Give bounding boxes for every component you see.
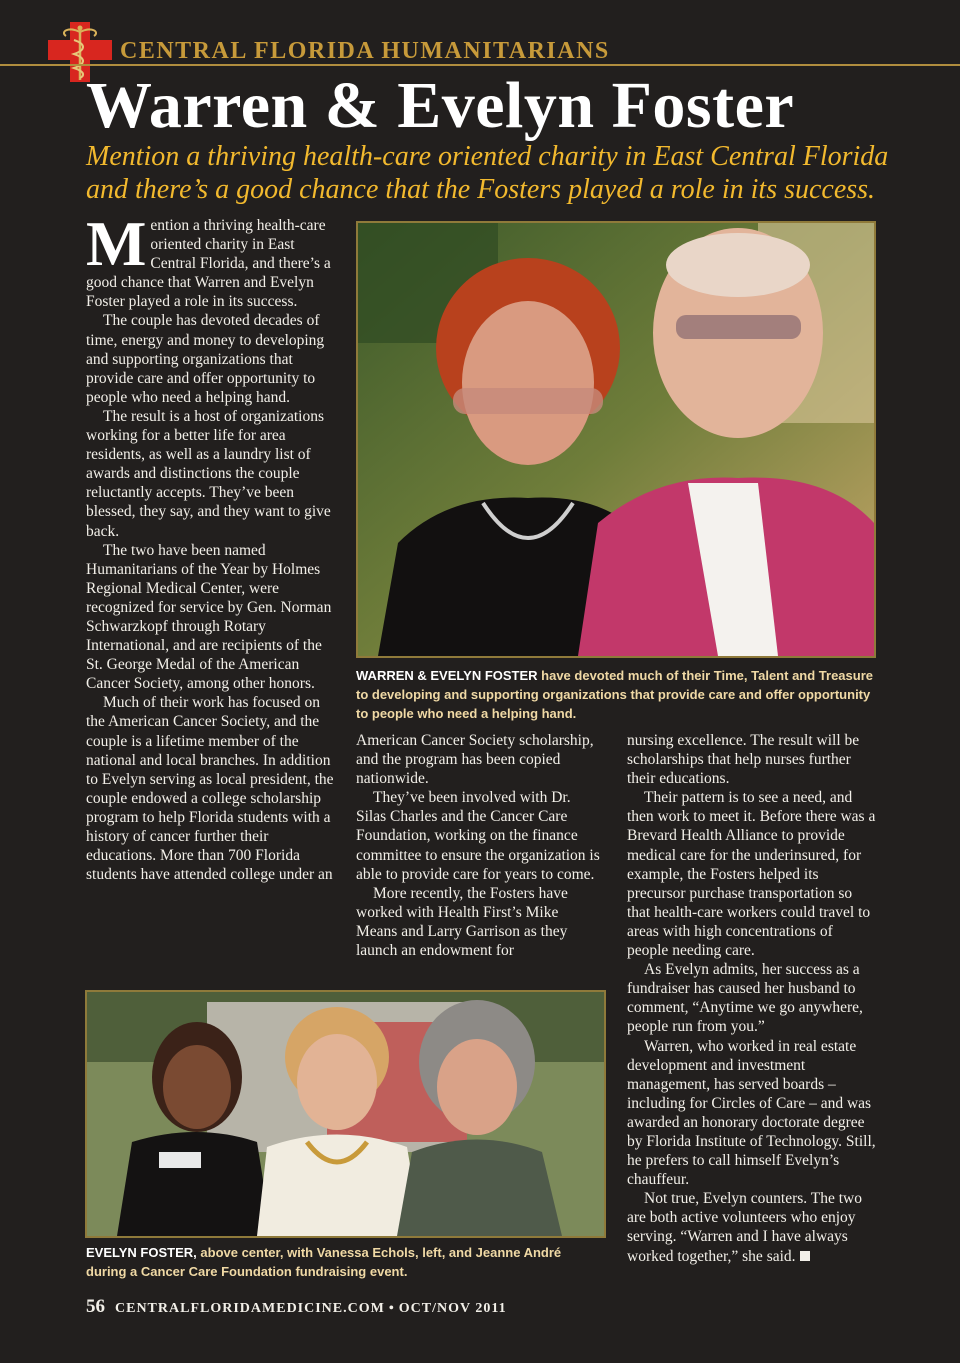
paragraph: Much of their work has focused on the American Cancer Society, and the couple is a lifetime member of the national and local branches. In addition to Evelyn serving as local president, the couple endowed a college scholarship program to help Florida students with a history of cancer further their educations. More than 700 Florida students have attended college under an [86,694,334,884]
paragraph: The result is a host of organizations working for a better life for area residents, as well as a laundry list of awards and distinctions the couple reluctantly accepts. They’ve been blessed, they say, and they want to give back. [86,407,331,540]
page-footer [86,1296,507,1318]
footer-issue: OCT/NOV 2011 [398,1301,507,1316]
article-column-1 [86,208,336,884]
paragraph: Not true, Evelyn counters. The two are both active volunteers who enjoy serving. “Warren and I have always worked together,” she said. [627,1190,862,1265]
paragraph: More recently, the Fosters have worked with Health First’s Mike Means and Larry Garrison as they launch an endowment for [356,884,568,960]
paragraph: nursing excellence. The result will be scholarships that help nurses further their educations. [627,732,860,788]
paragraph: The two have been named Humanitarians of the Year by Holmes Regional Medical Center, were recognized for service by Gen. Norman Schwarzkopf through Rotary International, and are recipients of the St. George Medal of the American Cancer Society, among other honors. [86,541,332,693]
footer-site: CENTRALFLORIDAMEDICINE.COM [115,1301,385,1316]
photo-fundraising-event [85,990,606,1238]
caption-text: have devoted much of their Time, Talent and Treasure to developing and supporting organizations that provide care and offer opportunity to people who need a helping hand. [356,668,873,721]
paragraph: They’ve been involved with Dr. Silas Charles and the Cancer Care Foundation, working on the finance committee to ensure the organization is able to provide care for years to come. [356,789,600,883]
footer-separator: • [388,1301,395,1316]
article-deck: Mention a thriving health-care oriented charity in East Central Florida and there’s a good chance that the Fosters played a role in its success. [86,141,889,205]
article-headline: Warren & Evelyn Foster [86,69,795,142]
end-mark-icon [800,1251,810,1261]
paragraph: Their pattern is to see a need, and then work to meet it. Before there was a Brevard Health Alliance to provide medical care for the underinsured, for example, the Fosters helped its precursor purchase transportation so that health-care workers could travel to areas with high concentrations of people needing care. [627,789,876,960]
photo-caption [86,1243,601,1281]
paragraph: Mention a thriving health-care oriented charity in East Central Florida, and there’s a good chance that Warren and Evelyn Foster played a role in its success. [86,208,331,311]
photo-caption [356,666,876,723]
caption-lead: EVELYN FOSTER, [86,1245,197,1260]
article-column-2 [356,731,601,960]
paragraph: American Cancer Society scholarship, and the program has been copied nationwide. [356,732,594,788]
section-title: CENTRAL FLORIDA HUMANITARIANS [120,38,610,64]
article-column-3 [627,731,877,1266]
paragraph: As Evelyn admits, her success as a fundraiser has caused her husband to comment, “Anytime we go anywhere, people run from you.” [627,961,863,1036]
page-number: 56 [86,1296,105,1317]
paragraph: The couple has devoted decades of time, energy and money to developing and supporting organizations that provide care and offer opportunity to people who need a helping hand. [86,312,325,406]
paragraph: Warren, who worked in real estate development and investment management, has served boards – including for Circles of Care – and was awarded an honorary doctorate degree by Florida Institute of Technology. Still, he prefers to call himself Evelyn’s chauffeur. [627,1037,876,1189]
photo-warren-evelyn-foster [356,221,876,658]
caption-lead: WARREN & EVELYN FOSTER [356,668,538,683]
caption-text: above center, with Vanessa Echols, left, and Jeanne André during a Cancer Care Foundation fundraising event. [86,1245,562,1279]
drop-cap: M [86,208,147,279]
